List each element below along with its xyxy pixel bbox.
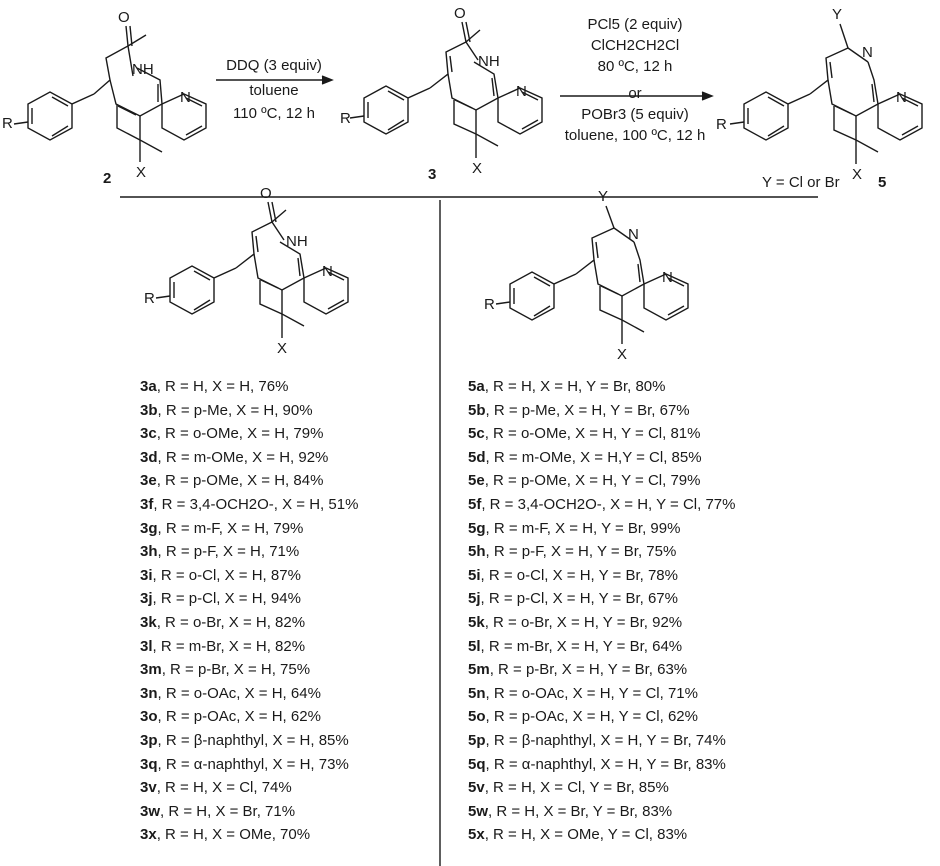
atom-n: N xyxy=(516,83,527,100)
compound-conditions-yield: , R = o-Br, X = H, 82% xyxy=(156,613,306,631)
step1-solvent: toluene xyxy=(249,82,299,99)
list-item xyxy=(140,564,358,588)
atom-r: R xyxy=(716,116,727,133)
compound-id: 5x xyxy=(468,826,485,844)
compound-id: 5n xyxy=(468,684,486,702)
list-item xyxy=(468,422,735,446)
list-item xyxy=(468,540,735,564)
compound-id: 3q xyxy=(140,755,158,773)
list-item xyxy=(140,635,358,659)
compound-id: 3k xyxy=(140,613,157,631)
compound-conditions-yield: , R = o-OMe, X = H, Y = Cl, 81% xyxy=(484,425,701,443)
compound-id: 3j xyxy=(140,590,153,608)
atom-o: O xyxy=(118,9,130,26)
compound-conditions-yield: , R = H, X = Cl, 74% xyxy=(156,779,292,797)
compound-conditions-yield: , R = H, X = Br, 71% xyxy=(160,802,296,820)
list-item xyxy=(140,729,358,753)
compound-conditions-yield: , R = m-F, X = H, Y = Br, 99% xyxy=(485,519,681,537)
compound-conditions-yield: , R = 3,4-OCH2O-, X = H, 51% xyxy=(153,495,359,513)
list-item xyxy=(468,753,735,777)
compound-label-5: 5 xyxy=(878,174,887,191)
compound-conditions-yield: , R = H, X = OMe, 70% xyxy=(156,826,311,844)
compound-conditions-yield: , R = m-Br, X = H, Y = Br, 64% xyxy=(480,637,683,655)
compound-id: 3b xyxy=(140,401,158,419)
compound-id: 5h xyxy=(468,543,486,561)
list-item xyxy=(468,705,735,729)
list-item xyxy=(468,658,735,682)
compound-conditions-yield: , R = m-OMe, X = H, 92% xyxy=(157,448,329,466)
list-item xyxy=(468,493,735,517)
list-item xyxy=(468,517,735,541)
atom-x: X xyxy=(277,340,288,357)
list-item xyxy=(140,493,358,517)
compound-id: 5w xyxy=(468,802,489,820)
compound-conditions-yield: , R = p-OAc, X = H, Y = Cl, 62% xyxy=(485,708,698,726)
compound-conditions-yield: , R = p-Cl, X = H, Y = Br, 67% xyxy=(480,590,678,608)
compound-id: 5d xyxy=(468,448,486,466)
list-item xyxy=(468,823,735,847)
compound-label-2: 2 xyxy=(103,170,112,187)
atom-n: N xyxy=(862,44,873,61)
list-item xyxy=(468,729,735,753)
step2-reagent-a: PCl5 (2 equiv) xyxy=(587,16,683,33)
compound-conditions-yield: , R = p-OAc, X = H, 62% xyxy=(157,708,321,726)
step1-temp: 110 ºC, 12 h xyxy=(233,105,315,122)
list-item xyxy=(468,776,735,800)
list-item xyxy=(140,753,358,777)
y-definition: Y = Cl or Br xyxy=(762,174,840,191)
compound-label-3: 3 xyxy=(428,166,437,183)
atom-r: R xyxy=(144,290,155,307)
compound-id: 3w xyxy=(140,802,161,820)
compound-conditions-yield: , R = β-naphthyl, X = H, 85% xyxy=(157,731,349,749)
list-item xyxy=(468,469,735,493)
compound-id: 5e xyxy=(468,472,485,490)
list-item xyxy=(140,399,358,423)
list-item xyxy=(468,635,735,659)
atom-y: Y xyxy=(832,6,843,23)
compound-id: 5a xyxy=(468,378,485,395)
list-item xyxy=(468,564,735,588)
atom-n: N xyxy=(180,89,191,106)
compound-conditions-yield: , R = o-Cl, X = H, Y = Br, 78% xyxy=(480,566,678,584)
step2-cond-b: toluene, 100 ºC, 12 h xyxy=(564,127,706,144)
compound-conditions-yield: , R = H, X = H, 76% xyxy=(156,378,289,395)
compound-conditions-yield: , R = p-OMe, X = H, Y = Cl, 79% xyxy=(484,472,701,490)
compound-conditions-yield: , R = m-Br, X = H, 82% xyxy=(152,637,306,655)
compound-id: 5c xyxy=(468,425,485,443)
compound-id: 5f xyxy=(468,495,482,513)
atom-x: X xyxy=(617,346,628,363)
compound-id: 3o xyxy=(140,708,158,726)
list-item xyxy=(468,446,735,470)
list-item xyxy=(140,823,358,847)
compound-conditions-yield: , R = α-naphthyl, X = H, Y = Br, 83% xyxy=(485,755,726,773)
compound-3-list xyxy=(140,375,358,847)
step2-or: or xyxy=(628,85,642,102)
structure-compound-3-general xyxy=(156,202,348,338)
list-item xyxy=(140,375,358,399)
compound-id: 3a xyxy=(140,378,157,395)
list-item xyxy=(140,517,358,541)
compound-id: 3d xyxy=(140,448,158,466)
structure-compound-3 xyxy=(350,22,542,158)
compound-id: 3e xyxy=(140,472,157,490)
compound-conditions-yield: , R = 3,4-OCH2O-, X = H, Y = Cl, 77% xyxy=(481,495,736,513)
list-item xyxy=(140,658,358,682)
list-item xyxy=(140,776,358,800)
atom-n: N xyxy=(628,226,639,243)
compound-id: 3x xyxy=(140,826,157,844)
list-item xyxy=(140,540,358,564)
compound-conditions-yield: , R = p-Br, X = H, Y = Br, 63% xyxy=(489,661,688,679)
compound-id: 5m xyxy=(468,661,490,679)
structure-compound-2 xyxy=(14,26,206,162)
atom-n: N xyxy=(896,89,907,106)
compound-id: 3h xyxy=(140,543,158,561)
step1-reagent: DDQ (3 equiv) xyxy=(226,57,322,74)
compound-conditions-yield: , R = H, X = Cl, Y = Br, 85% xyxy=(484,779,669,797)
compound-conditions-yield: , R = p-Cl, X = H, 94% xyxy=(152,590,301,608)
compound-id: 3i xyxy=(140,566,153,584)
structure-compound-5 xyxy=(730,24,922,164)
step2-solvent-a: ClCH2CH2Cl xyxy=(590,37,680,54)
compound-id: 3n xyxy=(140,684,158,702)
compound-conditions-yield: , R = p-F, X = H, 71% xyxy=(157,543,300,561)
list-item xyxy=(140,611,358,635)
compound-conditions-yield: , R = H, X = Br, Y = Br, 83% xyxy=(488,802,673,820)
compound-conditions-yield: , R = o-OAc, X = H, 64% xyxy=(157,684,321,702)
compound-conditions-yield: , R = o-OMe, X = H, 79% xyxy=(156,425,324,443)
compound-5-list xyxy=(468,375,735,847)
compound-conditions-yield: , R = p-Me, X = H, 90% xyxy=(157,401,313,419)
list-item xyxy=(140,469,358,493)
structure-compound-5-general xyxy=(496,206,688,344)
list-item xyxy=(468,682,735,706)
atom-r: R xyxy=(484,296,495,313)
list-item xyxy=(468,375,735,399)
compound-conditions-yield: , R = m-OMe, X = H,Y = Cl, 85% xyxy=(485,448,702,466)
compound-id: 5g xyxy=(468,519,486,537)
compound-id: 3g xyxy=(140,519,158,537)
list-item xyxy=(140,587,358,611)
compound-id: 3v xyxy=(140,779,157,797)
compound-conditions-yield: , R = p-OMe, X = H, 84% xyxy=(156,472,324,490)
compound-id: 5o xyxy=(468,708,486,726)
compound-id: 5v xyxy=(468,779,485,797)
compound-conditions-yield: , R = p-F, X = H, Y = Br, 75% xyxy=(485,543,677,561)
step2-reagent-b: POBr3 (5 equiv) xyxy=(581,106,689,123)
compound-conditions-yield: , R = o-Cl, X = H, 87% xyxy=(152,566,301,584)
atom-y: Y xyxy=(598,188,609,205)
compound-conditions-yield: , R = o-Br, X = H, Y = Br, 92% xyxy=(484,613,683,631)
compound-id: 5l xyxy=(468,637,481,655)
atom-o: O xyxy=(454,5,466,22)
list-item xyxy=(140,682,358,706)
atom-nh: NH xyxy=(286,233,308,250)
atom-x: X xyxy=(472,160,483,177)
atom-nh: NH xyxy=(478,53,500,70)
atom-x: X xyxy=(136,164,147,181)
compound-conditions-yield: , R = o-OAc, X = H, Y = Cl, 71% xyxy=(485,684,698,702)
compound-id: 3p xyxy=(140,731,158,749)
compound-id: 5q xyxy=(468,755,486,773)
list-item xyxy=(140,446,358,470)
list-item xyxy=(468,800,735,824)
compound-id: 3m xyxy=(140,661,162,679)
atom-o: O xyxy=(260,185,272,202)
atom-r: R xyxy=(340,110,351,127)
atom-n: N xyxy=(662,269,673,286)
compound-conditions-yield: , R = p-Me, X = H, Y = Br, 67% xyxy=(485,401,690,419)
compound-conditions-yield: , R = H, X = OMe, Y = Cl, 83% xyxy=(484,826,688,844)
list-item xyxy=(140,422,358,446)
compound-conditions-yield: , R = p-Br, X = H, 75% xyxy=(161,661,311,679)
compound-id: 3l xyxy=(140,637,153,655)
compound-id: 5k xyxy=(468,613,485,631)
list-item xyxy=(468,399,735,423)
list-item xyxy=(140,800,358,824)
compound-id: 5j xyxy=(468,590,481,608)
compound-conditions-yield: , R = β-naphthyl, X = H, Y = Br, 74% xyxy=(485,731,726,749)
compound-id: 5b xyxy=(468,401,486,419)
list-item xyxy=(140,705,358,729)
atom-x: X xyxy=(852,166,863,183)
atom-nh: NH xyxy=(132,61,154,78)
atom-r: R xyxy=(2,115,13,132)
step2-temp-a: 80 ºC, 12 h xyxy=(597,58,673,75)
compound-conditions-yield: , R = m-F, X = H, 79% xyxy=(157,519,304,537)
list-item xyxy=(468,587,735,611)
compound-id: 3c xyxy=(140,425,157,443)
step1-conditions xyxy=(214,58,334,123)
compound-id: 3f xyxy=(140,495,154,513)
compound-conditions-yield: , R = H, X = H, Y = Br, 80% xyxy=(484,378,666,395)
compound-conditions-yield: , R = α-naphthyl, X = H, 73% xyxy=(157,755,349,773)
list-item xyxy=(468,611,735,635)
atom-n: N xyxy=(322,263,333,280)
compound-id: 5p xyxy=(468,731,486,749)
compound-id: 5i xyxy=(468,566,481,584)
step2-conditions xyxy=(560,15,710,145)
